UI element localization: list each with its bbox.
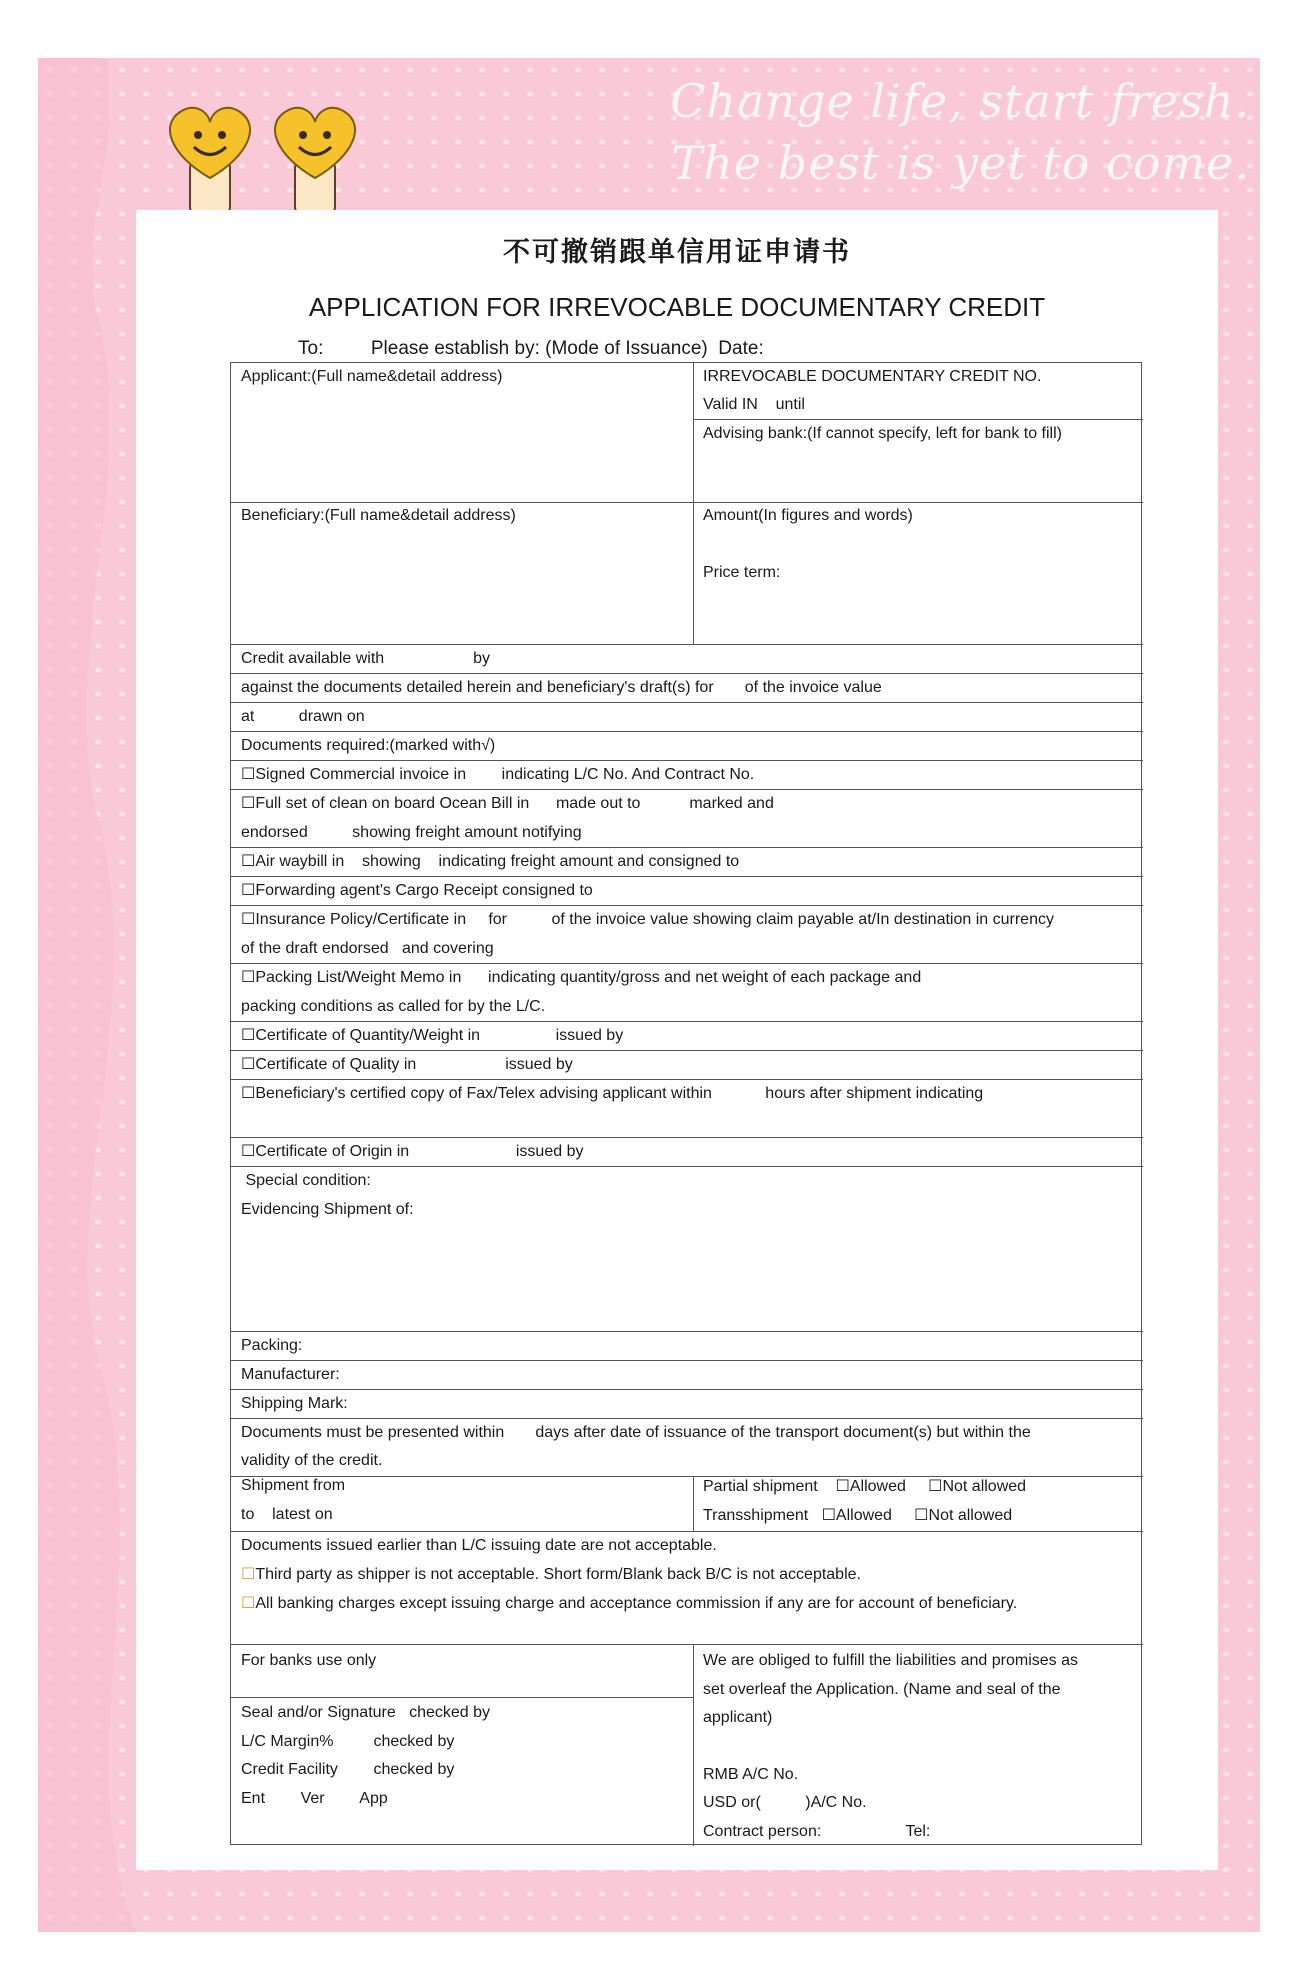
rule: [231, 673, 1143, 674]
doc-quality-certificate[interactable]: ☐Certificate of Quality in issued by: [241, 1056, 573, 1073]
rule: [231, 847, 1143, 848]
rule: [231, 644, 1143, 645]
valid-label: Valid IN until: [703, 396, 805, 413]
packing-label: Packing:: [241, 1337, 303, 1354]
doc-ocean-bill-line-2: endorsed showing freight amount notifying: [241, 824, 582, 841]
doc-air-waybill[interactable]: ☐Air waybill in showing indicating freight amount and consigned to: [241, 853, 740, 870]
rule: [231, 1531, 1143, 1532]
rule: [231, 789, 1143, 790]
doc-packing-list[interactable]: ☐Packing List/Weight Memo in indicating quantity/gross and net weight of each package and: [241, 969, 922, 986]
rule: [231, 1697, 693, 1698]
evidencing-shipment-label: Evidencing Shipment of:: [241, 1201, 414, 1218]
transshipment-options[interactable]: Transshipment ☐Allowed ☐Not allowed: [703, 1507, 1013, 1524]
shipment-from-label: Shipment from: [241, 1477, 346, 1494]
heart-smiley-icon: [275, 108, 355, 215]
latest-on-label: to latest on: [241, 1506, 333, 1523]
applicant-label: Applicant:(Full name&detail address): [241, 368, 503, 385]
rule: [231, 1360, 1143, 1361]
lc-margin-label: L/C Margin% checked by: [241, 1733, 455, 1750]
partial-shipment-options[interactable]: Partial shipment ☐Allowed ☐Not allowed: [703, 1478, 1027, 1495]
hearts-decoration: [160, 100, 390, 215]
not-acceptable-note: Documents issued earlier than L/C issuing date are not acceptable.: [241, 1537, 717, 1554]
credit-available-label: Credit available with by: [241, 650, 490, 667]
doc-ocean-bill[interactable]: ☐Full set of clean on board Ocean Bill in made out to marked and: [241, 795, 774, 812]
doc-fax-copy[interactable]: ☐Beneficiary's certified copy of Fax/Telex advising applicant within hours after shipment indicating: [241, 1085, 984, 1102]
rule: [231, 1331, 1143, 1332]
doc-quantity-certificate[interactable]: ☐Certificate of Quantity/Weight in issued by: [241, 1027, 624, 1044]
advising-bank-label: Advising bank:(If cannot specify, left for bank to fill): [703, 425, 1062, 442]
charges-clause[interactable]: ☐All banking charges except issuing charge and acceptance commission if any are for account of beneficiary.: [241, 1595, 1018, 1612]
amount-label: Amount(In figures and words): [703, 507, 913, 524]
application-sheet: [136, 210, 1218, 1870]
rule: [231, 502, 1143, 503]
rule: [231, 1137, 1143, 1138]
docs-required-label: Documents required:(marked with√): [241, 737, 496, 754]
third-party-clause[interactable]: ☐Third party as shipper is not acceptable. Short form/Blank back B/C is not acceptable.: [241, 1566, 861, 1583]
slogan-line-2: The best is yet to come.: [671, 136, 1250, 190]
rule: [693, 419, 1143, 420]
beneficiary-label: Beneficiary:(Full name&detail address): [241, 507, 516, 524]
credit-no-label: IRREVOCABLE DOCUMENTARY CREDIT NO.: [703, 368, 1042, 385]
slogan-line-1: Change life, start fresh.: [670, 74, 1250, 128]
price-term-label: Price term:: [703, 564, 781, 581]
rule: [231, 876, 1143, 877]
title-english: APPLICATION FOR IRREVOCABLE DOCUMENTARY CREDIT: [308, 292, 1046, 322]
divider-v-bottom: [693, 1644, 694, 1846]
rule: [231, 1418, 1143, 1419]
doc-packing-line-2: packing conditions as called for by the L/C.: [241, 998, 546, 1015]
to-line: To: Please establish by: (Mode of Issuance) Date:: [298, 338, 764, 359]
rule: [231, 1050, 1143, 1051]
rmb-account-label: RMB A/C No.: [703, 1766, 799, 1783]
divider-v-shipment: [693, 1476, 694, 1531]
rule: [231, 760, 1143, 761]
ent-ver-app-label: Ent Ver App: [241, 1790, 388, 1807]
rule: [231, 1079, 1143, 1080]
checkbox-icon[interactable]: ☐: [241, 1566, 256, 1583]
rule: [231, 1389, 1143, 1390]
rule: [231, 702, 1143, 703]
at-drawn-label: at drawn on: [241, 708, 365, 725]
rule: [231, 731, 1143, 732]
contact-person-label: Contract person: Tel:: [703, 1823, 931, 1840]
doc-insurance-line-2: of the draft endorsed and covering: [241, 940, 494, 957]
special-condition-label: Special condition:: [241, 1172, 371, 1189]
obligation-text-line-3: applicant): [703, 1709, 773, 1726]
presentation-period-line-2: validity of the credit.: [241, 1452, 383, 1469]
usd-account-label: USD or( )A/C No.: [703, 1794, 867, 1811]
manufacturer-label: Manufacturer:: [241, 1366, 340, 1383]
credit-facility-label: Credit Facility checked by: [241, 1761, 455, 1778]
rule: [231, 1021, 1143, 1022]
shipping-mark-label: Shipping Mark:: [241, 1395, 348, 1412]
rule: [231, 963, 1143, 964]
doc-commercial-invoice[interactable]: ☐Signed Commercial invoice in indicating L/C No. And Contract No.: [241, 766, 755, 783]
application-form: [230, 362, 1142, 1845]
rule: [231, 905, 1143, 906]
obligation-text-line-1: We are obliged to fulfill the liabilities and promises as: [703, 1652, 1079, 1669]
seal-signature-label: Seal and/or Signature checked by: [241, 1704, 491, 1721]
doc-origin-certificate[interactable]: ☐Certificate of Origin in issued by: [241, 1143, 584, 1160]
presentation-period-label: Documents must be presented within days after date of issuance of the transport document(s) but within the: [241, 1424, 1031, 1441]
rule: [231, 1644, 1143, 1645]
doc-insurance-policy[interactable]: ☐Insurance Policy/Certificate in for of the invoice value showing claim payable at/In destination in currency: [241, 911, 1054, 928]
doc-forwarding-receipt[interactable]: ☐Forwarding agent's Cargo Receipt consigned to: [241, 882, 593, 899]
against-docs-label: against the documents detailed herein and beneficiary's draft(s) for of the invoice value: [241, 679, 882, 696]
heart-smiley-icon: [170, 108, 250, 215]
title-chinese: 不可撤销跟单信用证申请书: [503, 237, 851, 267]
obligation-text-line-2: set overleaf the Application. (Name and seal of the: [703, 1681, 1061, 1698]
checkbox-icon[interactable]: ☐: [241, 1595, 256, 1612]
rule: [231, 1166, 1143, 1167]
divider-v-top: [693, 363, 694, 644]
banks-use-label: For banks use only: [241, 1652, 377, 1669]
